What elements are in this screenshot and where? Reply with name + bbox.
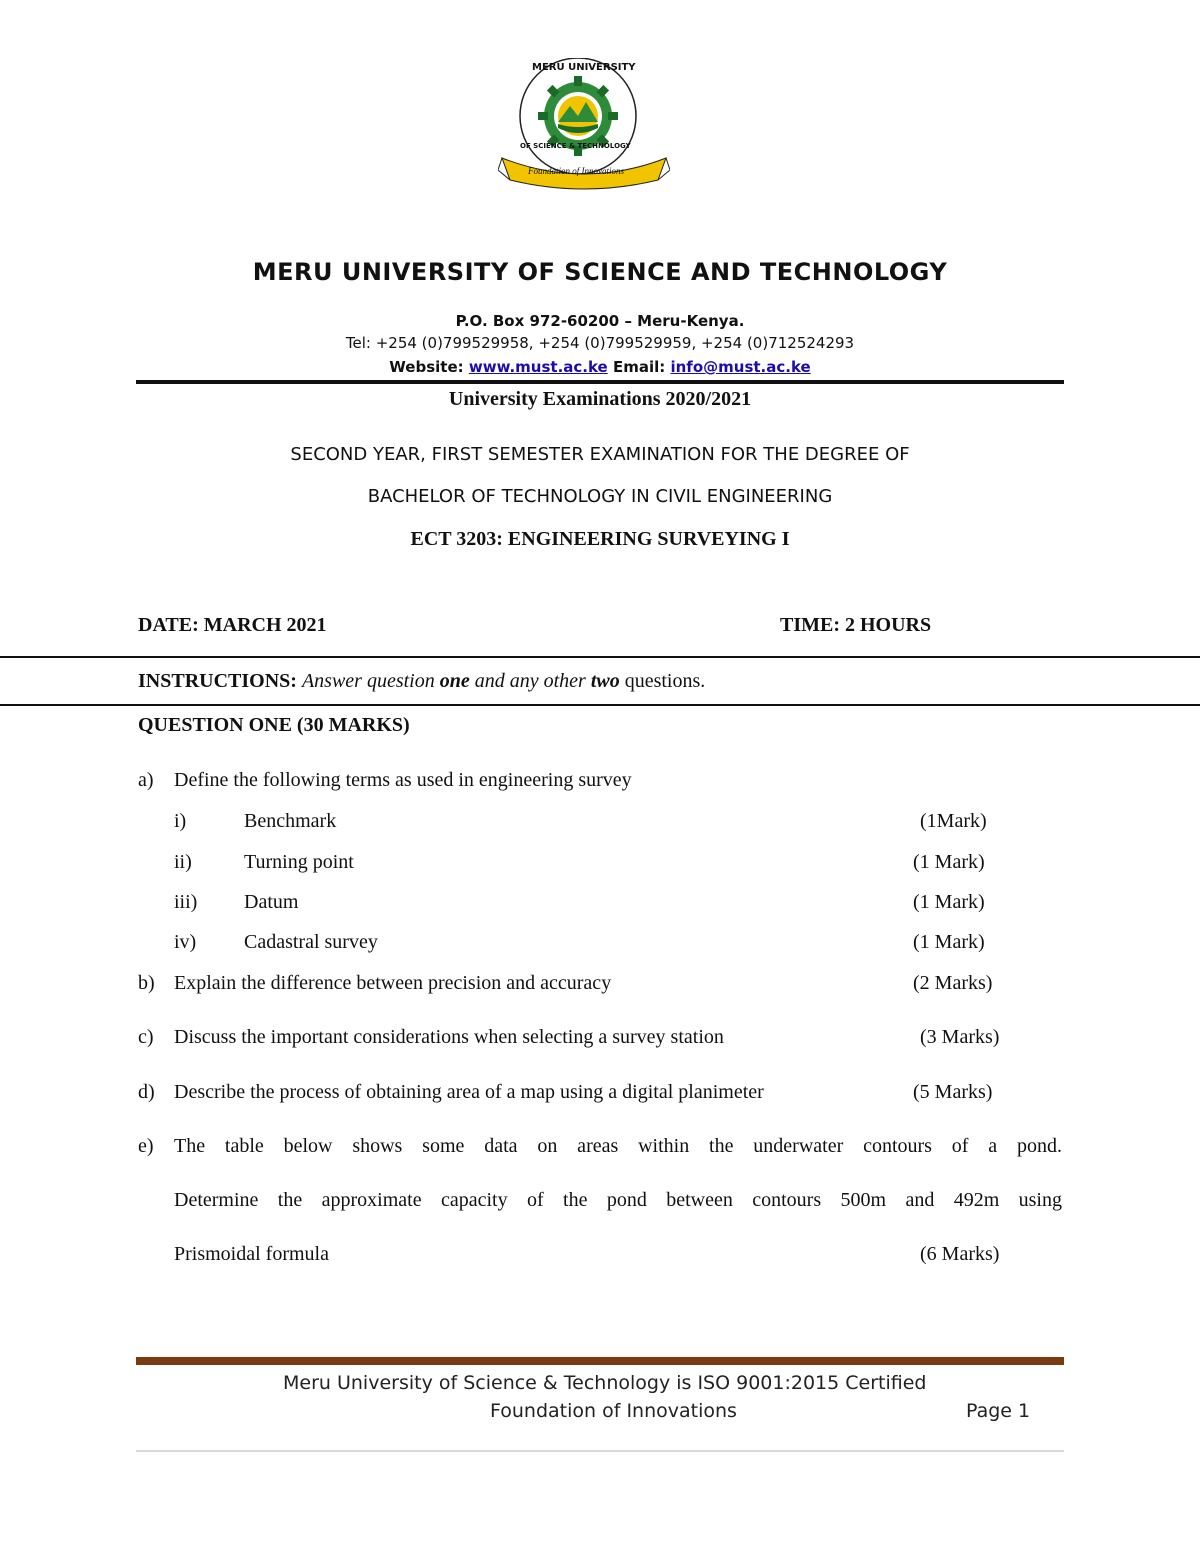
item-text: Discuss the important considerations when selecting a survey station: [174, 1026, 724, 1048]
degree-line-2: BACHELOR OF TECHNOLOGY IN CIVIL ENGINEERING: [367, 486, 833, 507]
instructions-text: Answer question: [301, 670, 440, 692]
exam-session: University Examinations 2020/2021: [448, 388, 752, 410]
item-text: Describe the process of obtaining area of a map using a digital planimeter: [174, 1081, 764, 1103]
sub-item-number: ii): [174, 851, 192, 873]
footer-iso: Meru University of Science & Technology is ISO 9001:2015 Certified: [283, 1372, 927, 1394]
sub-item-marks: (1Mark): [920, 810, 987, 832]
sub-item-number: iv): [174, 931, 197, 953]
item-text: Explain the difference between precision and accuracy: [174, 972, 612, 994]
item-text: Define the following terms as used in engineering survey: [174, 769, 632, 791]
logo-top-text: MERU UNIVERSITY: [532, 62, 636, 73]
instructions: [138, 670, 705, 693]
instructions-emphasis-one: one: [439, 670, 470, 692]
contact-line: [0, 358, 1200, 376]
exam-date: DATE: MARCH 2021: [138, 614, 327, 636]
footer-rule: [136, 1357, 1064, 1365]
instructions-rule-top: [0, 656, 1200, 658]
sub-item-number: iii): [174, 891, 198, 913]
sub-item-marks: (1 Mark): [913, 891, 985, 913]
instructions-text: questions.: [619, 670, 706, 692]
university-logo: [498, 58, 670, 190]
email-link[interactable]: info@must.ac.ke: [670, 358, 811, 376]
sub-item-text: Turning point: [244, 851, 354, 873]
header-rule: [136, 380, 1064, 384]
sub-item-marks: (1 Mark): [913, 851, 985, 873]
item-marks: (2 Marks): [913, 972, 993, 994]
footer-motto: Foundation of Innovations: [490, 1400, 737, 1422]
footer-bottom-rule: [136, 1450, 1064, 1452]
item-marks: (3 Marks): [920, 1026, 1000, 1048]
item-marks: (6 Marks): [920, 1243, 1000, 1265]
sub-item-text: Datum: [244, 891, 299, 913]
sub-item-marks: (1 Mark): [913, 931, 985, 953]
website-link[interactable]: www.must.ac.ke: [468, 358, 608, 376]
item-letter: c): [138, 1026, 154, 1048]
item-text-line-2: Determine the approximate capacity of the pond between contours 500m and 492m using: [174, 1189, 1062, 1211]
question-title: QUESTION ONE (30 MARKS): [138, 714, 410, 736]
course-title: ECT 3203: ENGINEERING SURVEYING I: [410, 528, 790, 550]
sub-item-text: Benchmark: [244, 810, 337, 832]
instructions-text: and any other: [469, 670, 591, 692]
item-text-line-3: Prismoidal formula: [174, 1243, 329, 1265]
instructions-label: INSTRUCTIONS:: [138, 670, 297, 692]
logo-bottom-text: OF SCIENCE & TECHNOLOGY: [520, 142, 631, 150]
logo-banner-text: Foundation of Innovations: [528, 166, 624, 176]
item-letter: e): [138, 1135, 154, 1157]
item-letter: a): [138, 769, 154, 791]
instructions-rule-bottom: [0, 704, 1200, 706]
item-letter: d): [138, 1081, 155, 1103]
degree-line-1: SECOND YEAR, FIRST SEMESTER EXAMINATION FOR THE DEGREE OF: [290, 444, 910, 465]
item-marks: (5 Marks): [913, 1081, 993, 1103]
exam-time: TIME: 2 HOURS: [780, 614, 932, 636]
sub-item-text: Cadastral survey: [244, 931, 378, 953]
postal-address: P.O. Box 972-60200 – Meru-Kenya.: [455, 312, 745, 330]
item-letter: b): [138, 972, 155, 994]
email-label: Email:: [612, 358, 666, 376]
university-name: MERU UNIVERSITY OF SCIENCE AND TECHNOLOGY: [252, 258, 948, 286]
sub-item-number: i): [174, 810, 187, 832]
telephone-numbers: Tel: +254 (0)799529958, +254 (0)799529959, +254 (0)712524293: [345, 334, 855, 352]
website-label: Website:: [389, 358, 464, 376]
page-number: Page 1: [966, 1400, 1031, 1422]
item-text-line-1: The table below shows some data on areas within the underwater contours of a pond.: [174, 1135, 1062, 1157]
instructions-emphasis-two: two: [590, 670, 620, 692]
